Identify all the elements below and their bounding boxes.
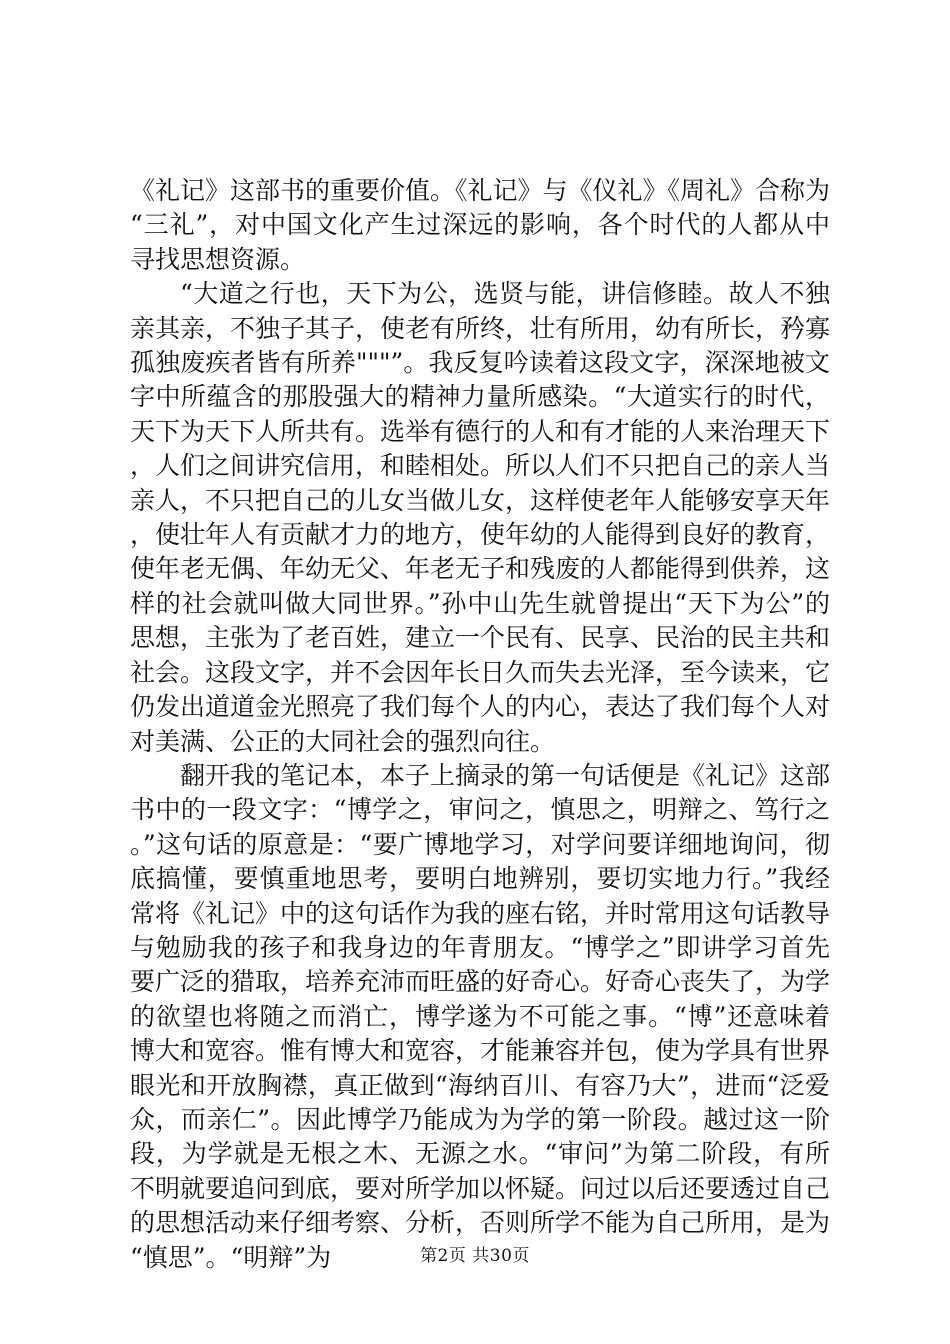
paragraph-datong: “大道之行也，天下为公，选贤与能，讲信修睦。故人不独亲其亲，不独子其子，使老有所终，壮有所用，幼有所长，矜寡孤独废疾者皆有所养"""”。我反复吟读着这段文字，深深地被文字中所蕴含的那股强大的精神力量所感染。“大道实行的时代，天下为天下人所共有。选举有德行的人和有才能的人来治理天下，人们之间讲究信用，和睦相处。所以人们不只把自己的亲人当亲人，不只把自己的儿女当做儿女，这样使老年人能够安享天年，使壮年人有贡献才力的地方，使年幼的人能得到良好的教育，使年老无偶、年幼无父、年老无子和残废的人都能得到供养，这样的社会就叫做大同世界。”孙中山先生就曾提出“天下为公”的思想，主张为了老百姓，建立一个民有、民享、民治的民主共和社会。这段文字，并不会因年长日久而失去光泽，至今读来，它仍发出道道金光照亮了我们每个人的内心，表达了我们每个人对对美满、公正的大同社会的强烈向往。	[130, 279, 831, 756]
document-body	[130, 174, 830, 1275]
paragraph-notebook: 翻开我的笔记本，本子上摘录的第一句话便是《礼记》这部书中的一段文字：“博学之，审问之，慎思之，明辩之、笃行之。”这句话的原意是：“要广博地学习，对学问要详细地询问，彻底搞懂，要慎重地思考，要明白地辨别，要切实地力行。”我经常将《礼记》中的这句话作为我的座右铭，并时常用这句话教导与勉励我的孩子和我身边的年青朋友。“博学之”即讲学习首先要广泛的猎取，培养充沛而旺盛的好奇心。好奇心丧失了，为学的欲望也将随之而消亡，博学遂为不可能之事。“博”还意味着博大和宽容。惟有博大和宽容，才能兼容并包，使为学具有世界眼光和开放胸襟，真正做到“海纳百川、有容乃大”，进而“泛爱众，而亲仁”。因此博学乃能成为为学的第一阶段。越过这一阶段，为学就是无根之木、无源之水。“审问”为第二阶段，有所不明就要追问到底，要对所学加以怀疑。问过以后还要透过自己的思想活动来仔细考察、分析，否则所学不能为自己所用，是为“慎思”。“明辩”为	[130, 760, 831, 1272]
paragraph-continuation: 《礼记》这部书的重要价值。《礼记》与《仪礼》《周礼》合称为“三礼”，对中国文化产生过深远的影响，各个时代的人都从中寻找思想资源。	[130, 176, 831, 274]
page-footer: 第2页 共30页	[420, 1246, 530, 1266]
